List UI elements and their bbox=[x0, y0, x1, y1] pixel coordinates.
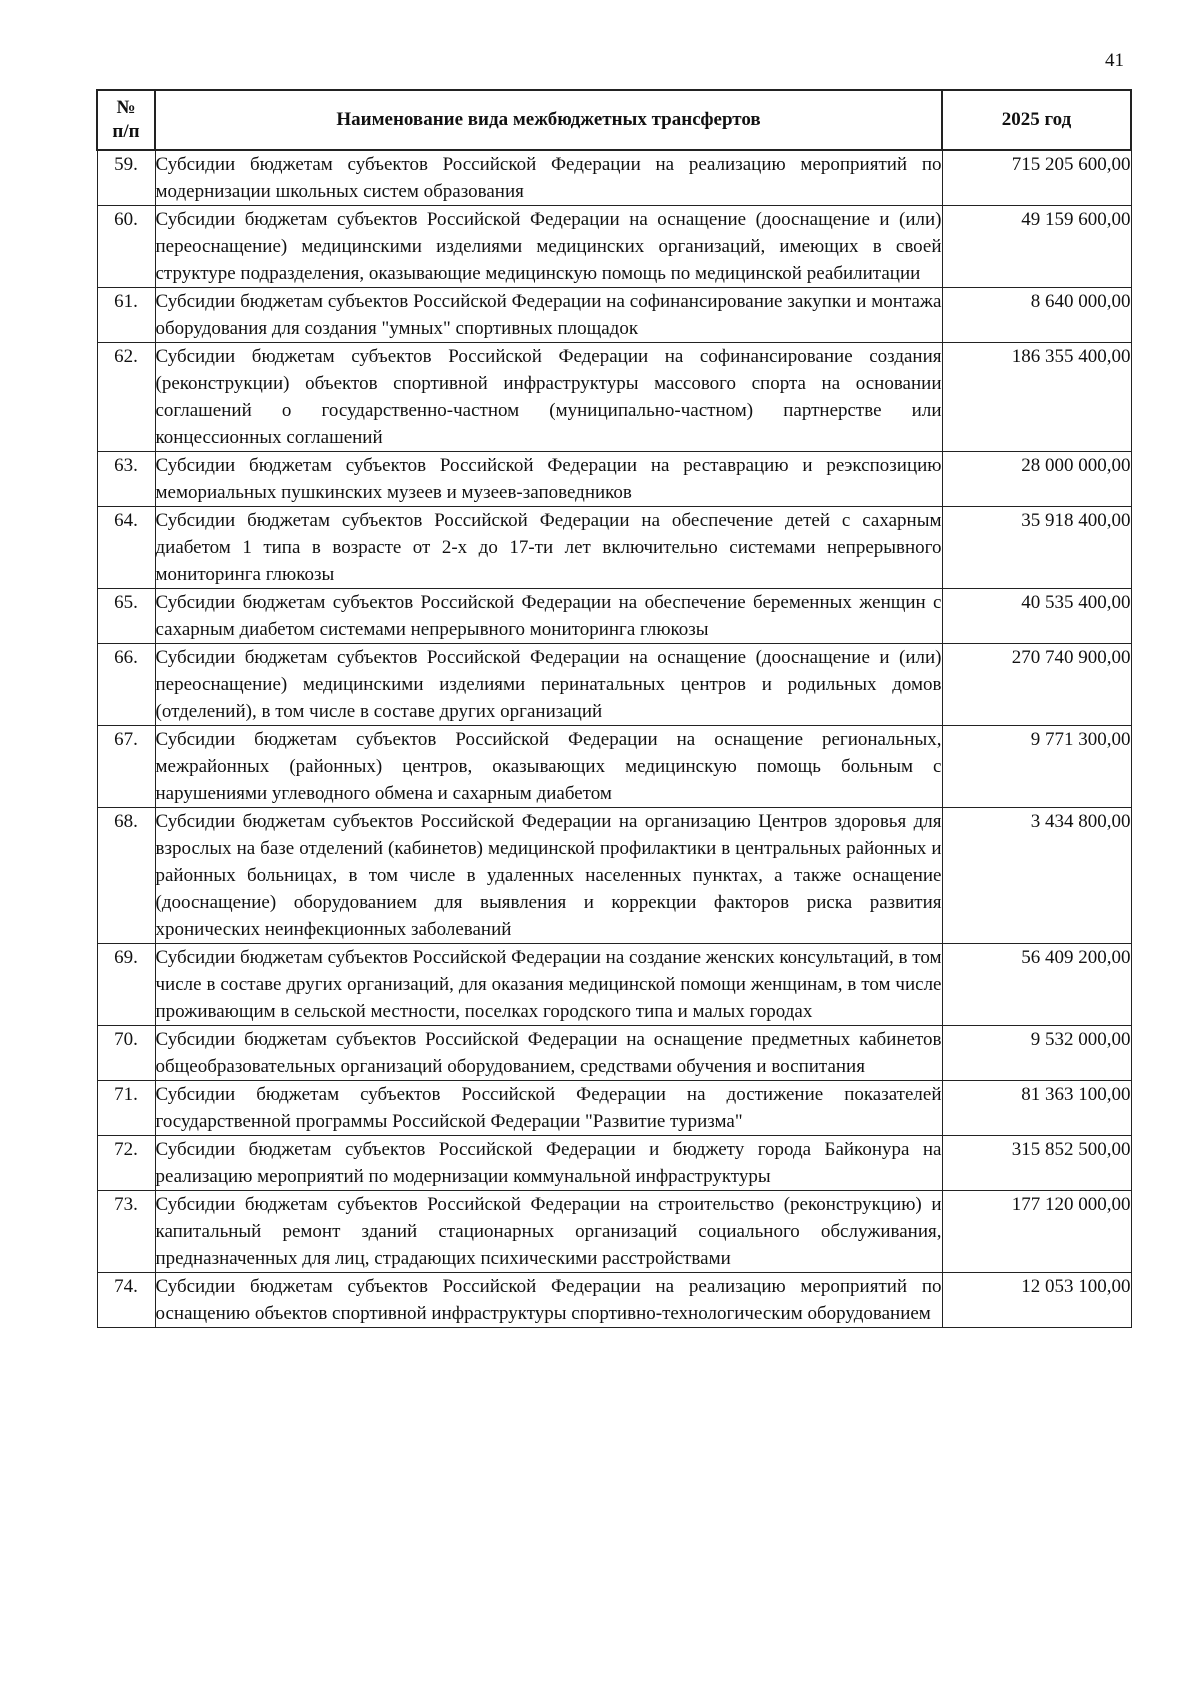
row-number: 66. bbox=[97, 644, 155, 726]
transfer-amount: 9 532 000,00 bbox=[942, 1026, 1131, 1081]
row-number: 61. bbox=[97, 288, 155, 343]
table-row bbox=[97, 288, 1131, 343]
row-number: 72. bbox=[97, 1136, 155, 1191]
transfer-amount: 81 363 100,00 bbox=[942, 1081, 1131, 1136]
table-row bbox=[97, 343, 1131, 452]
transfer-name: Субсидии бюджетам субъектов Российской Федерации на создание женских консультаций, в том числе в составе других организаций, для оказания медицинской помощи женщинам, в том числе проживающим в сельской местности, поселках городского типа и малых городах bbox=[155, 944, 942, 1026]
transfer-name: Субсидии бюджетам субъектов Российской Федерации и бюджету города Байконура на реализацию мероприятий по модернизации коммунальной инфраструктуры bbox=[155, 1136, 942, 1191]
transfer-name: Субсидии бюджетам субъектов Российской Федерации на софинансирование создания (реконструкции) объектов спортивной инфраструктуры массового спорта на основании соглашений о государственно-частном (муниципально-частном) партнерстве или концессионных соглашений bbox=[155, 343, 942, 452]
header-transfer-name: Наименование вида межбюджетных трансфертов bbox=[155, 90, 942, 150]
row-number: 60. bbox=[97, 206, 155, 288]
transfer-name: Субсидии бюджетам субъектов Российской Федерации на софинансирование закупки и монтажа оборудования для создания "умных" спортивных площадок bbox=[155, 288, 942, 343]
transfer-amount: 3 434 800,00 bbox=[942, 808, 1131, 944]
transfer-amount: 8 640 000,00 bbox=[942, 288, 1131, 343]
row-number: 64. bbox=[97, 507, 155, 589]
table-row bbox=[97, 1081, 1131, 1136]
table-row bbox=[97, 1191, 1131, 1273]
header-number: № п/п bbox=[97, 90, 155, 150]
table-row bbox=[97, 1136, 1131, 1191]
table-row bbox=[97, 644, 1131, 726]
transfer-amount: 28 000 000,00 bbox=[942, 452, 1131, 507]
transfers-table bbox=[96, 89, 1132, 1328]
header-year: 2025 год bbox=[942, 90, 1131, 150]
table-row bbox=[97, 589, 1131, 644]
transfer-name: Субсидии бюджетам субъектов Российской Федерации на оснащение предметных кабинетов общеобразовательных организаций оборудованием, средствами обучения и воспитания bbox=[155, 1026, 942, 1081]
transfer-amount: 9 771 300,00 bbox=[942, 726, 1131, 808]
page-number: 41 bbox=[1105, 50, 1124, 71]
table-row bbox=[97, 150, 1131, 206]
transfer-name: Субсидии бюджетам субъектов Российской Федерации на обеспечение детей с сахарным диабетом 1 типа в возрасте от 2-х до 17-ти лет включительно системами непрерывного мониторинга глюкозы bbox=[155, 507, 942, 589]
table-row bbox=[97, 726, 1131, 808]
table-body bbox=[97, 150, 1131, 1328]
transfer-name: Субсидии бюджетам субъектов Российской Федерации на оснащение (дооснащение и (или) переоснащение) медицинскими изделиями медицинских организаций, имеющих в своей структуре подразделения, оказывающие медицинскую помощь по медицинской реабилитации bbox=[155, 206, 942, 288]
transfer-amount: 270 740 900,00 bbox=[942, 644, 1131, 726]
table-header bbox=[97, 90, 1131, 150]
transfer-name: Субсидии бюджетам субъектов Российской Федерации на реализацию мероприятий по модернизации школьных систем образования bbox=[155, 150, 942, 206]
row-number: 67. bbox=[97, 726, 155, 808]
transfer-amount: 12 053 100,00 bbox=[942, 1273, 1131, 1328]
row-number: 74. bbox=[97, 1273, 155, 1328]
table-row bbox=[97, 507, 1131, 589]
transfer-amount: 56 409 200,00 bbox=[942, 944, 1131, 1026]
table-row bbox=[97, 206, 1131, 288]
row-number: 70. bbox=[97, 1026, 155, 1081]
table-row bbox=[97, 808, 1131, 944]
transfer-amount: 40 535 400,00 bbox=[942, 589, 1131, 644]
transfer-amount: 315 852 500,00 bbox=[942, 1136, 1131, 1191]
table-row bbox=[97, 1026, 1131, 1081]
header-row bbox=[97, 90, 1131, 150]
transfer-name: Субсидии бюджетам субъектов Российской Федерации на оснащение региональных, межрайонных (районных) центров, оказывающих медицинскую помощь больным с нарушениями углеводного обмена и сахарным диабетом bbox=[155, 726, 942, 808]
row-number: 63. bbox=[97, 452, 155, 507]
table-row bbox=[97, 1273, 1131, 1328]
transfer-amount: 186 355 400,00 bbox=[942, 343, 1131, 452]
transfer-amount: 715 205 600,00 bbox=[942, 150, 1131, 206]
row-number: 59. bbox=[97, 150, 155, 206]
row-number: 71. bbox=[97, 1081, 155, 1136]
transfer-amount: 177 120 000,00 bbox=[942, 1191, 1131, 1273]
transfer-name: Субсидии бюджетам субъектов Российской Федерации на реставрацию и реэкспозицию мемориальных пушкинских музеев и музеев-заповедников bbox=[155, 452, 942, 507]
transfer-name: Субсидии бюджетам субъектов Российской Федерации на реализацию мероприятий по оснащению объектов спортивной инфраструктуры спортивно-технологическим оборудованием bbox=[155, 1273, 942, 1328]
row-number: 65. bbox=[97, 589, 155, 644]
row-number: 62. bbox=[97, 343, 155, 452]
transfer-amount: 35 918 400,00 bbox=[942, 507, 1131, 589]
row-number: 68. bbox=[97, 808, 155, 944]
row-number: 69. bbox=[97, 944, 155, 1026]
transfer-name: Субсидии бюджетам субъектов Российской Федерации на оснащение (дооснащение и (или) переоснащение) медицинскими изделиями перинатальных центров и родильных домов (отделений), в том числе в составе других организаций bbox=[155, 644, 942, 726]
table-row bbox=[97, 944, 1131, 1026]
transfer-name: Субсидии бюджетам субъектов Российской Федерации на организацию Центров здоровья для взрослых на базе отделений (кабинетов) медицинской профилактики в центральных районных и районных больницах, в том числе в удаленных населенных пунктах, а также оснащение (дооснащение) оборудованием для выявления и коррекции факторов риска развития хронических неинфекционных заболеваний bbox=[155, 808, 942, 944]
transfer-name: Субсидии бюджетам субъектов Российской Федерации на достижение показателей государственной программы Российской Федерации "Развитие туризма" bbox=[155, 1081, 942, 1136]
transfer-name: Субсидии бюджетам субъектов Российской Федерации на обеспечение беременных женщин с сахарным диабетом системами непрерывного мониторинга глюкозы bbox=[155, 589, 942, 644]
row-number: 73. bbox=[97, 1191, 155, 1273]
transfer-name: Субсидии бюджетам субъектов Российской Федерации на строительство (реконструкцию) и капитальный ремонт зданий стационарных организаций социального обслуживания, предназначенных для лиц, страдающих психическими расстройствами bbox=[155, 1191, 942, 1273]
table-row bbox=[97, 452, 1131, 507]
transfer-amount: 49 159 600,00 bbox=[942, 206, 1131, 288]
